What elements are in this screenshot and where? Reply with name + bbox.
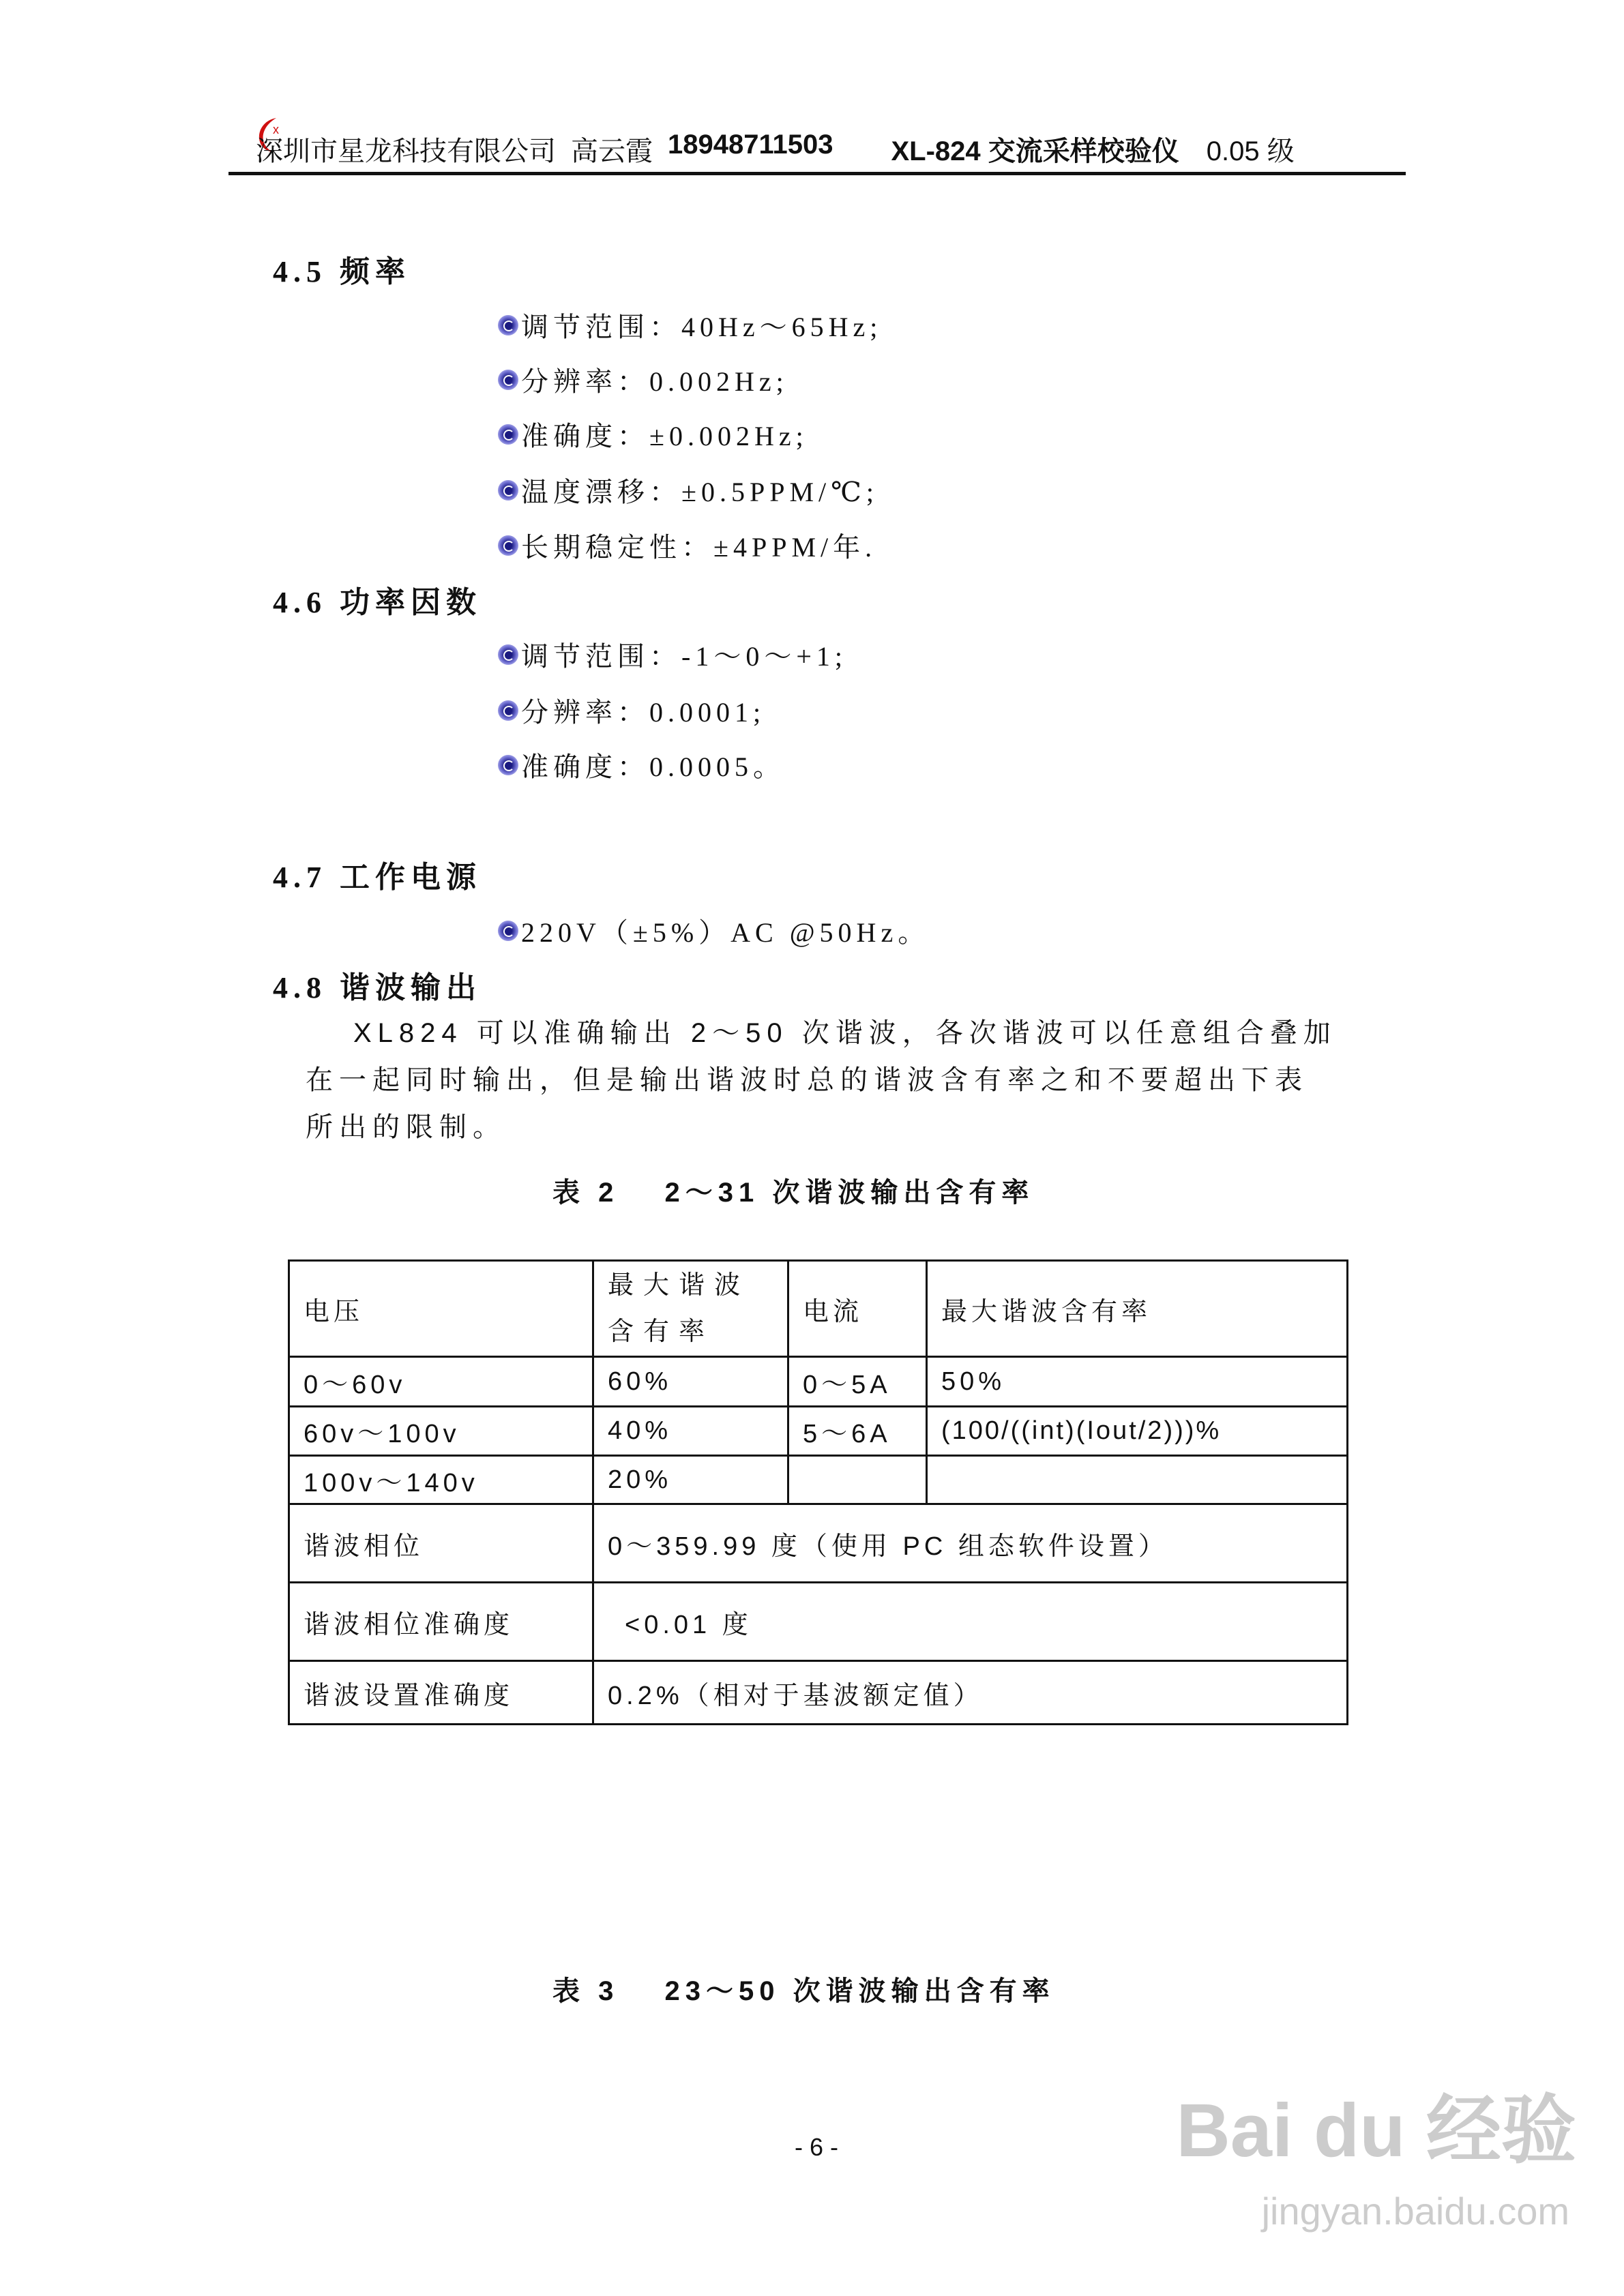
list-item: 准确度：0.0005。 bbox=[498, 745, 785, 784]
section-4-5-heading: 4.5 频率 bbox=[273, 255, 411, 288]
company-name: 深圳市星龙科技有限公司 bbox=[256, 136, 556, 166]
header-cell: 电流 bbox=[788, 1261, 927, 1357]
table-row bbox=[289, 1357, 1348, 1407]
page-header bbox=[256, 130, 1295, 168]
contact-name: 高云霞 bbox=[571, 136, 653, 166]
bullet-icon bbox=[498, 700, 518, 721]
cell: 0～359.99 度（使用 PC 组态软件设置） bbox=[593, 1504, 1348, 1583]
cell: 5～6A bbox=[788, 1407, 927, 1456]
phone: 18948711503 bbox=[668, 130, 833, 160]
paragraph-line: XL824 可以准确输出 2～50 次谐波，各次谐波可以任意组合叠加 bbox=[353, 1018, 1337, 1048]
table-row bbox=[289, 1456, 1348, 1504]
header-cell: 电压 bbox=[289, 1261, 593, 1357]
bullet-icon bbox=[498, 424, 518, 445]
cell: 60% bbox=[593, 1357, 788, 1407]
section-4-6-heading: 4.6 功率因数 bbox=[273, 586, 482, 619]
table-2-caption: 表 2 2～31 次谐波输出含有率 bbox=[552, 1178, 1035, 1208]
cell: (100/((int)(Iout/2)))% bbox=[927, 1407, 1348, 1456]
cell: 100v～140v bbox=[289, 1456, 593, 1504]
cell: 40% bbox=[593, 1407, 788, 1456]
paragraph-line: 所出的限制。 bbox=[306, 1112, 506, 1142]
bullet-icon bbox=[498, 315, 518, 336]
baidu-watermark: Bai du 经验 bbox=[1176, 2089, 1576, 2173]
bullet-icon bbox=[498, 755, 518, 775]
table-row bbox=[289, 1661, 1348, 1725]
cell bbox=[788, 1456, 927, 1504]
cell: 20% bbox=[593, 1456, 788, 1504]
paragraph-line: 在一起同时输出，但是输出谐波时总的谐波含有率之和不要超出下表 bbox=[306, 1065, 1308, 1095]
cell: 0～60v bbox=[289, 1357, 593, 1407]
bullet-icon bbox=[498, 644, 518, 665]
cell: 50% bbox=[927, 1357, 1348, 1407]
header-cell: 最大谐波含有率 bbox=[927, 1261, 1348, 1357]
cell bbox=[927, 1456, 1348, 1504]
cell: 谐波设置准确度 bbox=[289, 1661, 593, 1725]
section-4-8-heading: 4.8 谐波输出 bbox=[273, 971, 482, 1004]
bullet-icon bbox=[498, 921, 518, 941]
harmonic-table bbox=[288, 1259, 1348, 1725]
page-number: - 6 - bbox=[795, 2133, 839, 2161]
bullet-icon bbox=[498, 370, 518, 390]
table-header-row bbox=[289, 1261, 1348, 1357]
cell: 0.2%（相对于基波额定值） bbox=[593, 1661, 1348, 1725]
cell: 谐波相位准确度 bbox=[289, 1583, 593, 1661]
list-item: 220V（±5%）AC @50Hz。 bbox=[498, 911, 930, 950]
list-item: 长期稳定性：±4PPM/年. bbox=[498, 526, 876, 565]
list-item: 分辨率：0.0001; bbox=[498, 691, 765, 730]
list-item: 分辨率：0.002Hz; bbox=[498, 360, 788, 399]
table-row bbox=[289, 1407, 1348, 1456]
header-cell: 最大谐波含有率 bbox=[593, 1261, 788, 1357]
svg-text:x: x bbox=[273, 123, 279, 136]
cell: <0.01 度 bbox=[593, 1583, 1348, 1661]
bullet-icon bbox=[498, 480, 518, 501]
cell: 60v～100v bbox=[289, 1407, 593, 1456]
section-4-7-heading: 4.7 工作电源 bbox=[273, 861, 482, 894]
table-row bbox=[289, 1583, 1348, 1661]
list-item: 调节范围：40Hz～65Hz; bbox=[498, 305, 882, 344]
product-name: XL-824 交流采样校验仪 bbox=[891, 136, 1179, 166]
table-3-caption: 表 3 23～50 次谐波输出含有率 bbox=[552, 1976, 1055, 2006]
cell: 谐波相位 bbox=[289, 1504, 593, 1583]
list-item: 温度漂移：±0.5PPM/℃; bbox=[498, 471, 879, 509]
list-item: 调节范围：-1～0～+1; bbox=[498, 635, 847, 674]
header-rule bbox=[228, 172, 1406, 175]
watermark-url: jingyan.baidu.com bbox=[1261, 2190, 1569, 2233]
grade: 0.05 级 bbox=[1206, 136, 1295, 166]
bullet-icon bbox=[498, 535, 518, 556]
cell: 0～5A bbox=[788, 1357, 927, 1407]
table-row bbox=[289, 1504, 1348, 1583]
list-item: 准确度：±0.002Hz; bbox=[498, 415, 808, 453]
